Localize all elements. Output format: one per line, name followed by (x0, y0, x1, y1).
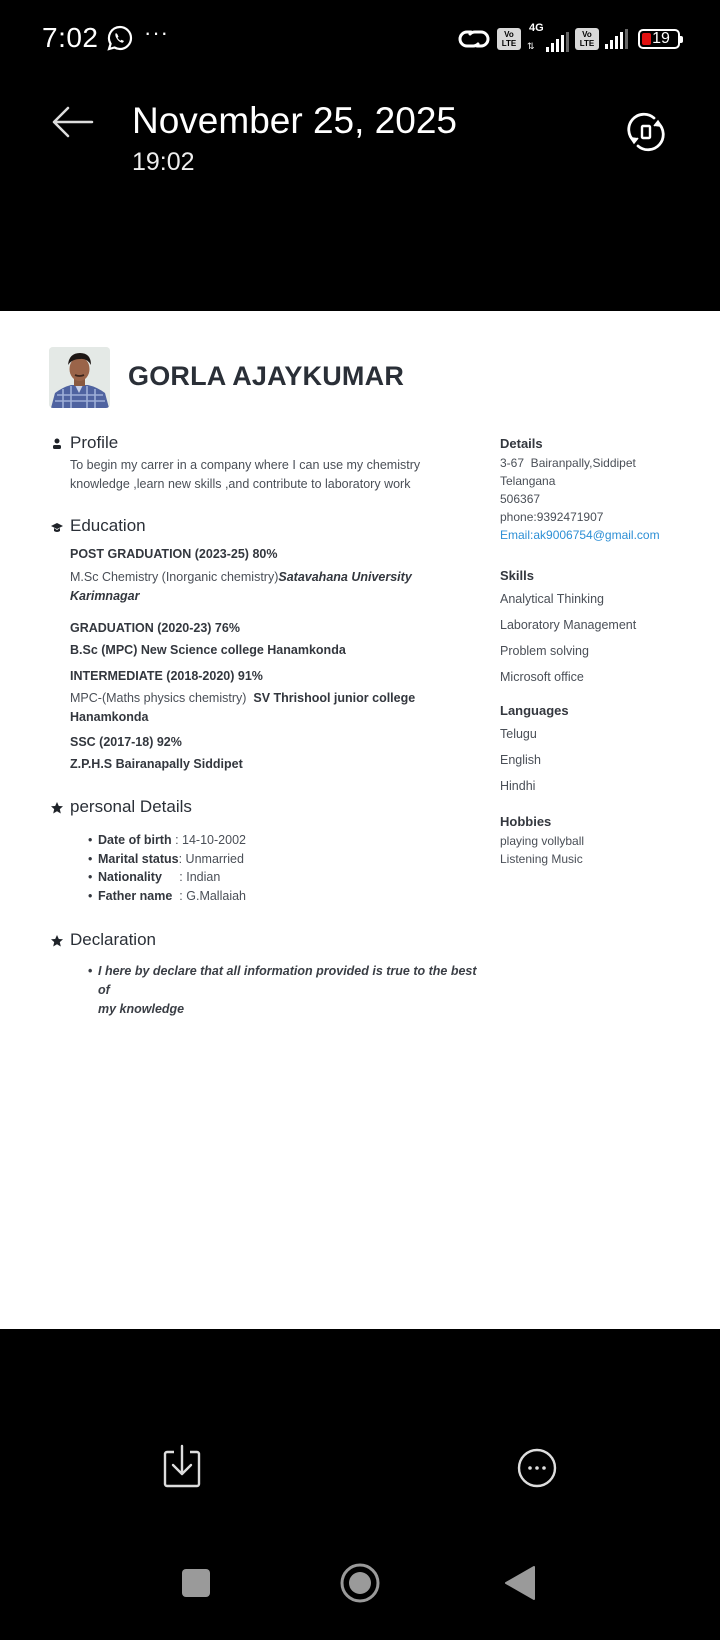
personal-value: G.Mallaiah (186, 888, 246, 903)
whatsapp-icon (106, 24, 134, 52)
education-title: Education (70, 516, 146, 535)
personal-label: Nationality (98, 870, 162, 884)
personal-sep: : (172, 888, 187, 903)
back-arrow-icon[interactable] (48, 102, 96, 142)
personal-item (88, 887, 246, 906)
language-item: English (500, 753, 541, 767)
skills-title: Skills (500, 568, 534, 583)
skills-section (500, 568, 700, 690)
edu-heading: GRADUATION (2020-23) 76% (70, 621, 240, 635)
skill-item: Problem solving (500, 644, 589, 658)
personal-sep: : (161, 870, 187, 884)
candidate-name: GORLA AJAYKUMAR (128, 361, 405, 391)
graduation-cap-icon (50, 520, 64, 534)
edu-heading: SSC (2017-18) 92% (70, 735, 182, 749)
more-options-icon[interactable] (513, 1444, 561, 1492)
signal-4g-icon (527, 22, 569, 52)
battery-icon (638, 29, 680, 49)
hobby-item: playing vollyball (500, 834, 585, 848)
address-line2: Telangana (500, 474, 556, 488)
home-icon[interactable] (336, 1560, 384, 1608)
personal-sep: : (171, 833, 183, 847)
volte-icon-2: Vo LTE (575, 28, 599, 50)
battery-percent: 19 (652, 30, 670, 47)
personal-label: Father name (98, 888, 173, 903)
hobby-item: Listening Music (500, 852, 583, 866)
hobbies-title: Hobbies (500, 814, 552, 829)
edu-detail: Z.P.H.S Bairanapally Siddipet (70, 757, 243, 771)
edu-detail-plain: MPC-(Maths physics chemistry) (70, 691, 247, 705)
personal-details-list (88, 831, 246, 905)
skill-item: Analytical Thinking (500, 592, 604, 606)
data-arrows-icon: ⇅ (527, 41, 535, 51)
languages-section (500, 703, 700, 799)
hobbies-section (500, 814, 700, 868)
status-icons (457, 24, 680, 54)
edu-heading: INTERMEDIATE (2018-2020) 91% (70, 669, 263, 683)
declaration-line1: I here by declare that all information provided is true to the best of (98, 964, 477, 997)
star-icon (50, 801, 64, 815)
header-subtitle: 19:02 (132, 148, 195, 176)
status-time: 7:02 (42, 22, 99, 53)
profile-photo (49, 347, 110, 408)
viewer-header (0, 80, 720, 311)
details-section (500, 436, 700, 544)
edu-detail-line2: Karimnagar (70, 589, 140, 603)
declaration-text (88, 962, 478, 1019)
person-icon (50, 437, 64, 451)
signal-icon (605, 29, 628, 49)
details-title: Details (500, 436, 543, 451)
star-icon (50, 934, 64, 948)
personal-label: Marital status (98, 851, 179, 866)
profile-title: Profile (70, 433, 119, 452)
personal-item (88, 831, 246, 850)
email-link[interactable]: Email:ak9006754@gmail.com (500, 528, 660, 542)
languages-title: Languages (500, 703, 569, 718)
pincode: 506367 (500, 492, 541, 506)
edu-detail-emph: Satavahana University (278, 570, 412, 584)
personal-value: Unmarried (185, 851, 244, 866)
address-line1: 3-67 Bairanpally,Siddipet (500, 456, 636, 470)
resume-document[interactable] (0, 311, 720, 1329)
declaration-line2: my knowledge (98, 1002, 185, 1016)
back-icon[interactable] (498, 1560, 546, 1608)
personal-value: 14-10-2002 (182, 833, 246, 847)
header-title: November 25, 2025 (132, 100, 457, 141)
edu-detail (70, 568, 470, 587)
bottom-toolbar (0, 1329, 720, 1529)
download-icon[interactable] (158, 1444, 206, 1492)
personal-sep: : (178, 851, 186, 866)
edu-detail (70, 689, 470, 708)
declaration-title: Declaration (70, 930, 156, 949)
hotspot-link-icon (457, 26, 491, 52)
personal-value: Indian (186, 870, 221, 884)
recents-icon[interactable] (172, 1560, 220, 1608)
rotate-screen-icon[interactable] (624, 110, 668, 154)
personal-details-title: personal Details (70, 797, 192, 816)
edu-detail-line2: Hanamkonda (70, 710, 149, 724)
phone[interactable]: phone:9392471907 (500, 510, 604, 524)
edu-detail: B.Sc (MPC) New Science college Hanamkonda (70, 643, 346, 657)
edu-detail-bold: SV Thrishool junior college (253, 691, 416, 705)
more-notifications-icon: ··· (144, 20, 169, 45)
status-bar (0, 0, 720, 80)
personal-label: Date of birth (98, 833, 172, 847)
edu-heading: POST GRADUATION (2023-25) 80% (70, 547, 278, 561)
skill-item: Laboratory Management (500, 618, 637, 632)
profile-text-line2: knowledge ,learn new skills ,and contribute to laboratory work (70, 477, 411, 491)
network-type: 4G (529, 22, 544, 34)
personal-item (88, 850, 246, 869)
edu-detail-plain: M.Sc Chemistry (Inorganic chemistry) (70, 570, 279, 584)
volte-icon: Vo LTE (497, 28, 521, 50)
language-item: Telugu (500, 727, 537, 741)
system-navbar (0, 1560, 720, 1640)
language-item: Hindhi (500, 779, 536, 793)
skill-item: Microsoft office (500, 670, 584, 684)
personal-item (88, 868, 246, 887)
profile-text-line1: To begin my carrer in a company where I can use my chemistry (70, 458, 421, 472)
